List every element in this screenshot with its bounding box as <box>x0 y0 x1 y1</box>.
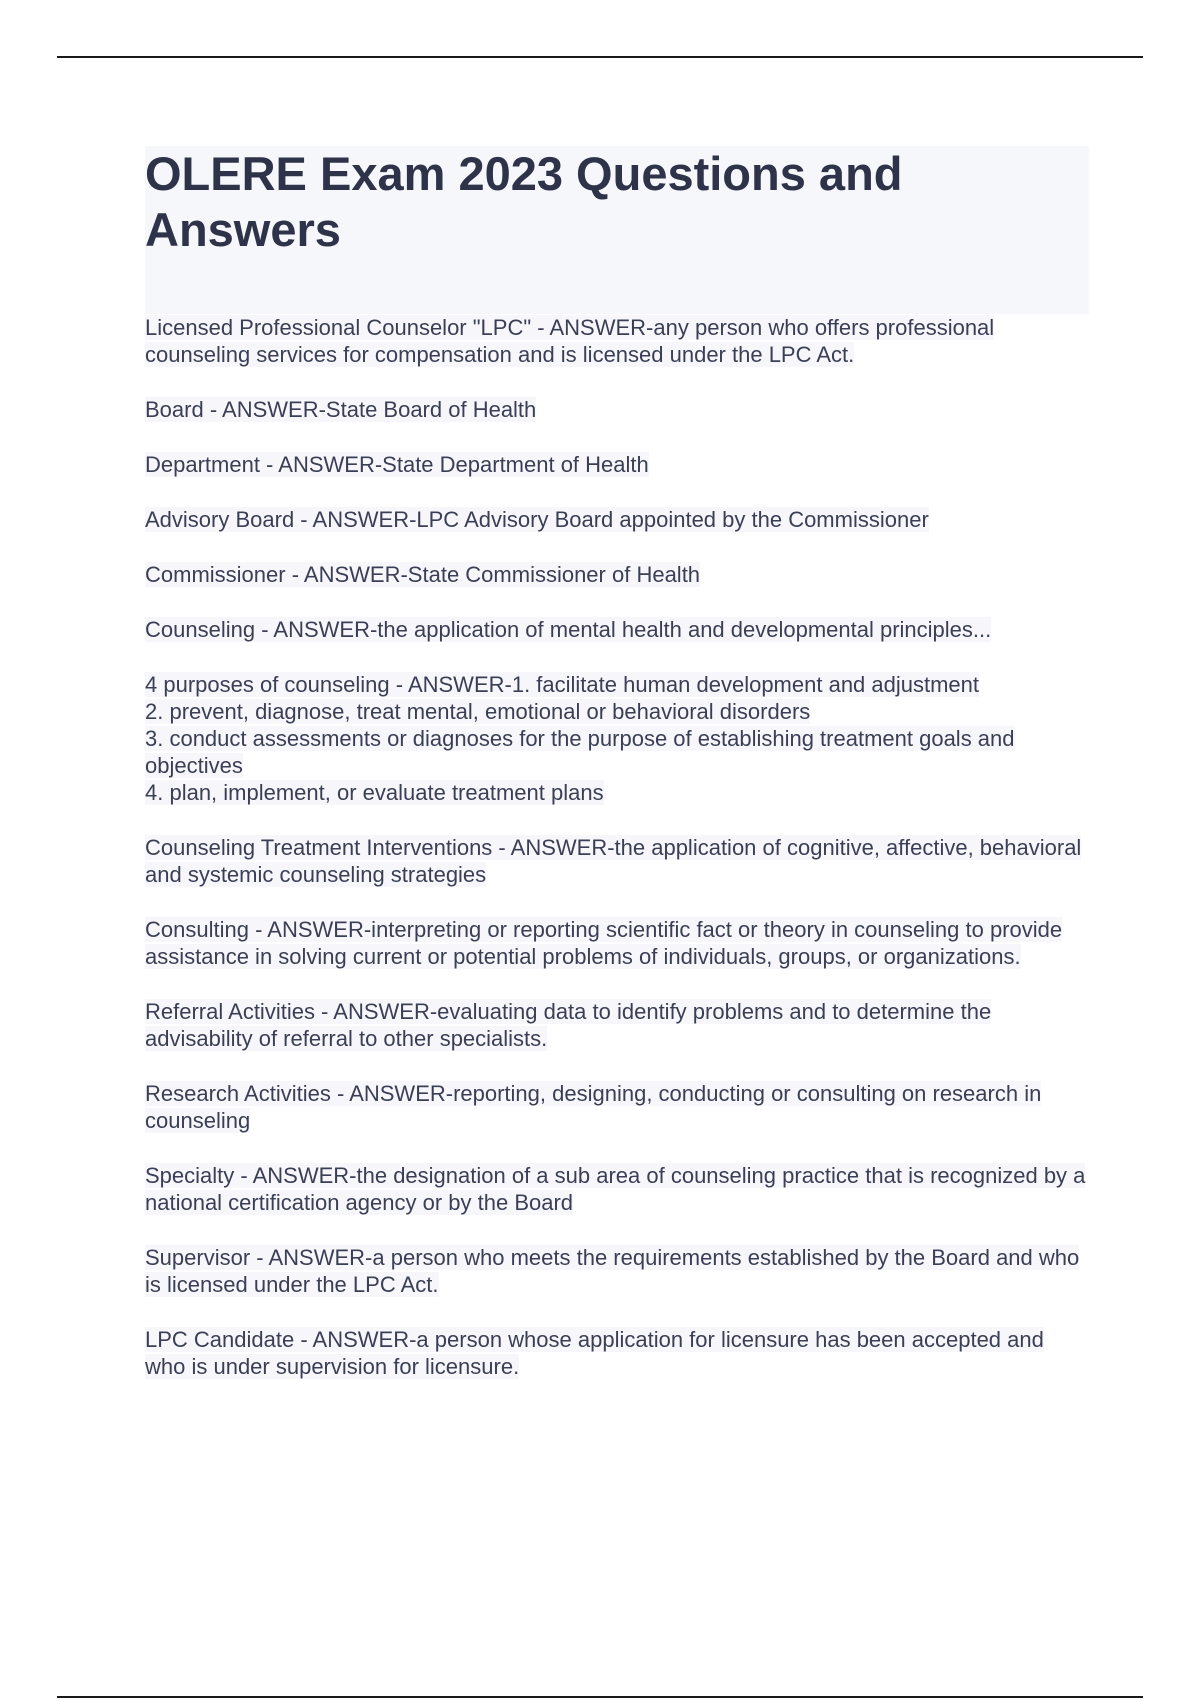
qa-item: Board - ANSWER-State Board of Health <box>145 397 537 422</box>
qa-item: Consulting - ANSWER-interpreting or reporting scientific fact or theory in counseling to provide assistance in solving current or potential problems of individuals, groups, or organizations. <box>145 917 1063 969</box>
qa-item: Research Activities - ANSWER-reporting, designing, conducting or consulting on research in counseling <box>145 1081 1042 1133</box>
qa-item: LPC Candidate - ANSWER-a person whose application for licensure has been accepted and who is under supervision for licensure. <box>145 1327 1044 1379</box>
qa-item: Referral Activities - ANSWER-evaluating data to identify problems and to determine the advisability of referral to other specialists. <box>145 999 992 1051</box>
qa-item: Counseling Treatment Interventions - ANSWER-the application of cognitive, affective, behavioral and systemic counseling strategies <box>145 835 1082 887</box>
qa-item: Counseling - ANSWER-the application of mental health and developmental principles... <box>145 617 992 642</box>
qa-item: Advisory Board - ANSWER-LPC Advisory Board appointed by the Commissioner <box>145 507 929 532</box>
footer-rule <box>57 1696 1143 1698</box>
qa-item: Supervisor - ANSWER-a person who meets the requirements established by the Board and who is licensed under the LPC Act. <box>145 1245 1080 1297</box>
qa-item: Commissioner - ANSWER-State Commissioner of Health <box>145 562 701 587</box>
qa-list <box>145 314 1089 1380</box>
document-title: OLERE Exam 2023 Questions and Answers <box>145 147 903 256</box>
title-block <box>145 146 1089 314</box>
document-body <box>145 146 1089 1380</box>
qa-item: Licensed Professional Counselor "LPC" - ANSWER-any person who offers professional counseling services for compensation and is licensed under the LPC Act. <box>145 315 995 367</box>
header-rule <box>57 56 1143 58</box>
qa-item: Department - ANSWER-State Department of Health <box>145 452 649 477</box>
qa-item: Specialty - ANSWER-the designation of a sub area of counseling practice that is recognized by a national certification agency or by the Board <box>145 1163 1086 1215</box>
qa-item: 4 purposes of counseling - ANSWER-1. facilitate human development and adjustment 2. prevent, diagnose, treat mental, emotional or behavioral disorders 3. conduct assessments or diagnoses for the purpose of establishing treatment goals and objectives 4. plan, implement, or evaluate treatment plans <box>145 672 1015 805</box>
